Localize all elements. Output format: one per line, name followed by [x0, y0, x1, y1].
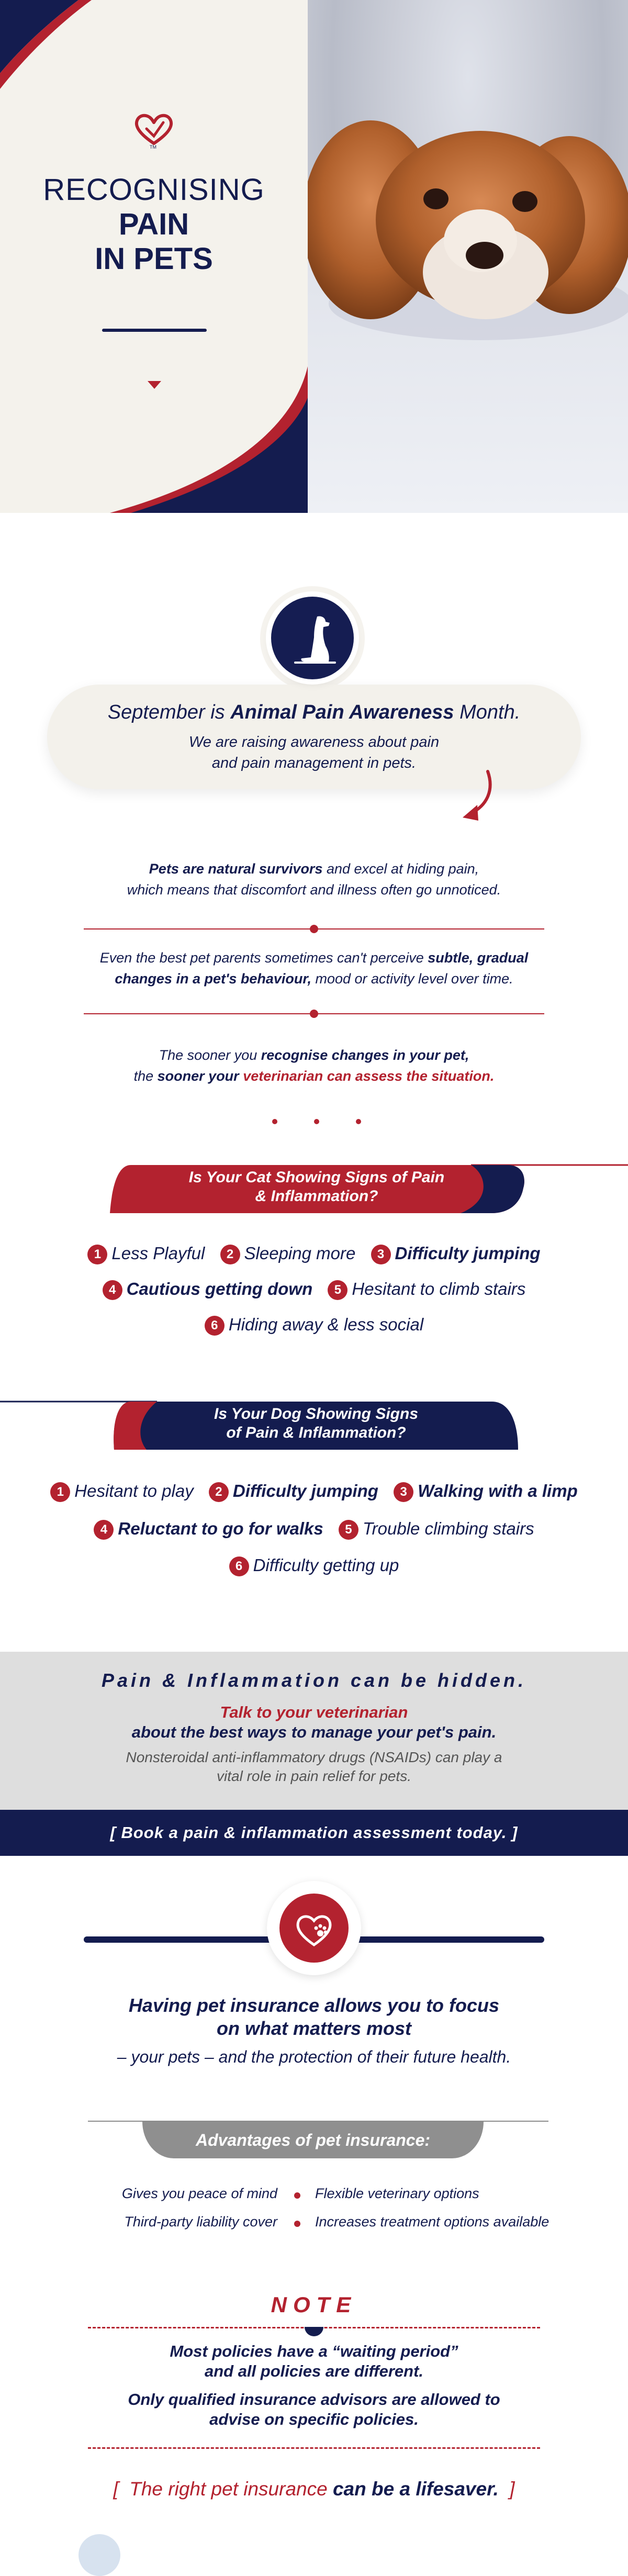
hero-title-line1: RECOGNISING: [43, 173, 265, 207]
cat-signs-title: Is Your Cat Showing Signs of Pain & Inflammation?: [188, 1169, 445, 1205]
dog-signs-row2: [0, 1519, 628, 1540]
hero-title-line2: PAIN: [118, 207, 189, 241]
dot-separator: [272, 1119, 277, 1124]
logo-tm: TM: [150, 144, 156, 150]
dot-separator: [314, 1119, 319, 1124]
advantage-item: Flexible veterinary options: [315, 2186, 479, 2201]
list-item: 4 Cautious getting down: [103, 1279, 313, 1300]
vet-advice-line: about the best ways to manage your pet's pain.: [131, 1723, 497, 1741]
puppy-photo: [308, 0, 628, 513]
list-item: 5 Trouble climbing stairs: [339, 1519, 534, 1540]
hidden-pain-title: Pain & Inflammation can be hidden.: [101, 1670, 527, 1691]
insurance-subline: – your pets – and the protection of their future health.: [117, 2047, 511, 2066]
insurance-badge: [279, 1894, 349, 1963]
hero-title: [0, 173, 308, 276]
nsaid-line2: vital role in pain relief for pets.: [217, 1768, 411, 1784]
cat-signs-row3: [0, 1315, 628, 1336]
intro-badge: [271, 597, 354, 679]
book-assessment-cta[interactable]: [ Book a pain & inflammation assessment today. ]: [0, 1810, 628, 1856]
advantage-item: Increases treatment options available: [315, 2214, 550, 2230]
hero-underline: [102, 329, 207, 332]
nsaid-line1: Nonsteroidal anti-inflammatory drugs (NSAIDs) can play a: [126, 1749, 502, 1765]
advantages-title: Advantages of pet insurance:: [142, 2122, 484, 2158]
list-item: 5 Hesitant to climb stairs: [328, 1279, 525, 1300]
puppy-illustration: [308, 0, 628, 513]
note-advisors: Only qualified insurance advisors are allowed to advise on specific policies.: [128, 2390, 500, 2428]
awareness-subline: We are raising awareness about pain and pain management in pets.: [188, 734, 440, 771]
heart-logo-icon: [133, 111, 175, 148]
fact-natural-survivors: Pets are natural survivors and excel at hiding pain, which means that discomfort and illness often go unnoticed.: [127, 861, 501, 898]
vet-advice-highlight: Talk to your veterinarian: [220, 1703, 408, 1721]
list-item: 4 Reluctant to go for walks: [94, 1519, 323, 1540]
hero-section: [0, 0, 628, 513]
section-divider: [84, 928, 544, 929]
bullet-dot: [294, 2221, 300, 2227]
lifesaver-tagline: [ The right pet insurance can be a lifesaver. ]: [113, 2478, 515, 2500]
bullet-dot: [294, 2192, 300, 2199]
curved-arrow-icon: [455, 768, 502, 826]
sitting-dog-icon: [271, 597, 354, 679]
note-bottom-dashes: [88, 2447, 540, 2449]
list-item: 2 Sleeping more: [220, 1244, 356, 1264]
dog-signs-row3: [0, 1555, 628, 1576]
advantage-item: Third-party liability cover: [124, 2214, 277, 2230]
list-item: 3 Difficulty jumping: [371, 1244, 541, 1264]
dot-separator: [356, 1119, 361, 1124]
insurance-headline: Having pet insurance allows you to focus on what matters most: [128, 1995, 500, 2039]
cat-signs-row1: [0, 1244, 628, 1264]
cat-signs-row2: [0, 1279, 628, 1300]
note-tab: [305, 2327, 323, 2336]
list-item: 1 Hesitant to play: [50, 1481, 193, 1502]
heart-paw-icon: [279, 1894, 349, 1963]
note-title: NOTE: [271, 2292, 357, 2317]
list-item: 6 Hiding away & less social: [205, 1315, 423, 1336]
awareness-headline: September is Animal Pain Awareness Month.: [107, 701, 521, 723]
note-waiting-period: Most policies have a “waiting period” and all policies are different.: [170, 2342, 458, 2380]
hero-text-panel: [0, 0, 308, 513]
list-item: 6 Difficulty getting up: [229, 1555, 399, 1576]
footer-decoration: [78, 2534, 120, 2576]
list-item: 1 Less Playful: [87, 1244, 205, 1264]
section-divider: [84, 1013, 544, 1014]
hero-title-line3: IN PETS: [95, 242, 213, 276]
dog-signs-title: Is Your Dog Showing Signs of Pain & Inflammation?: [214, 1405, 418, 1441]
down-triangle-icon: [148, 381, 161, 389]
dog-signs-row1: [0, 1481, 628, 1502]
list-item: 2 Difficulty jumping: [209, 1481, 378, 1502]
list-item: 3 Walking with a limp: [394, 1481, 578, 1502]
advantage-item: Gives you peace of mind: [121, 2186, 277, 2201]
fact-subtle-changes: Even the best pet parents sometimes can't perceive subtle, gradual changes in a pet's behaviour, mood or activity level over time.: [99, 950, 529, 987]
fact-sooner: The sooner you recognise changes in your pet, the sooner your veterinarian can assess the situation.: [133, 1047, 495, 1084]
